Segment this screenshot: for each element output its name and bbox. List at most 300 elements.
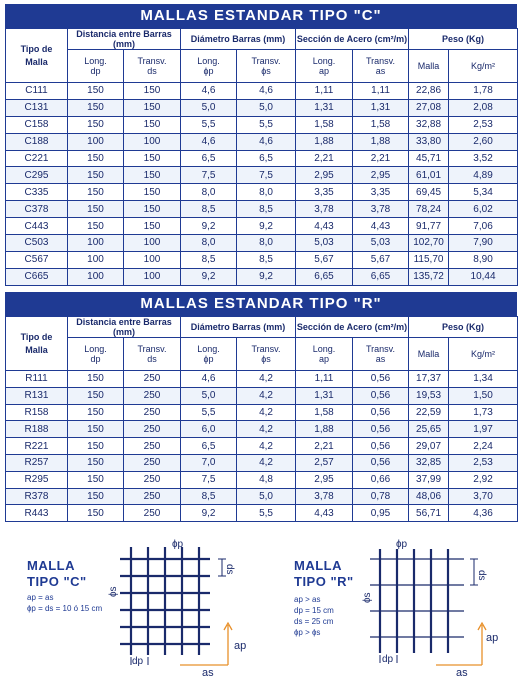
group-header-peso: Peso (Kg) xyxy=(409,29,518,50)
table-cell: 100 xyxy=(124,133,181,150)
table-cell: 150 xyxy=(68,150,124,167)
sub-header-label: Long. xyxy=(197,344,220,354)
diagram-r-note-1: ap > as xyxy=(294,595,321,604)
mesh-r-horizontal-bars xyxy=(370,559,464,637)
table-cell: 100 xyxy=(124,268,181,285)
malla-code-cell: C158 xyxy=(6,116,68,133)
table-cell: 3,78 xyxy=(296,201,353,218)
table-cell: 0,66 xyxy=(353,471,409,488)
sub-header-1 xyxy=(124,338,181,371)
table-r-grid xyxy=(5,316,518,522)
sub-header-2 xyxy=(181,50,237,83)
table-cell: 2,21 xyxy=(353,150,409,167)
table-cell: 5,0 xyxy=(181,387,237,404)
table-row xyxy=(6,421,518,438)
table-cell: 2,57 xyxy=(296,454,353,471)
diagram-c-note-2: ɸp = ds = 10 ó 15 cm xyxy=(27,604,103,613)
table-cell: 4,43 xyxy=(296,218,353,235)
table-cell: 100 xyxy=(68,235,124,252)
diagram-r-note-3: ds = 25 cm xyxy=(294,617,334,626)
table-row xyxy=(6,471,518,488)
table-cell: 6,5 xyxy=(181,438,237,455)
table-row xyxy=(6,454,518,471)
sub-header-symbol: ds xyxy=(147,66,157,76)
table-cell: 1,88 xyxy=(296,133,353,150)
table-row xyxy=(6,488,518,505)
table-r-title: MALLAS ESTANDAR TIPO "R" xyxy=(5,292,517,316)
sub-header-3 xyxy=(237,338,296,371)
malla-code-cell: C111 xyxy=(6,83,68,100)
table-cell: 0,56 xyxy=(353,387,409,404)
table-cell: 250 xyxy=(124,371,181,388)
table-cell: 2,92 xyxy=(449,471,518,488)
sub-header-6 xyxy=(409,338,449,371)
table-cell: 150 xyxy=(124,167,181,184)
table-cell: 0,56 xyxy=(353,404,409,421)
table-cell: 5,67 xyxy=(353,251,409,268)
label-ds: ds xyxy=(476,570,487,581)
sub-header-label: Long. xyxy=(312,344,336,354)
sub-header-symbol: ds xyxy=(147,354,157,364)
table-cell: 61,01 xyxy=(409,167,449,184)
table-cell: 1,34 xyxy=(449,371,518,388)
table-c-grid xyxy=(5,28,518,286)
group-header-seccion: Sección de Acero (cm²/m) xyxy=(296,317,409,338)
table-cell: 150 xyxy=(68,471,124,488)
sub-header-label: Transv. xyxy=(366,56,396,66)
malla-code-cell: R158 xyxy=(6,404,68,421)
table-cell: 32,88 xyxy=(409,116,449,133)
table-cell: 2,53 xyxy=(449,116,518,133)
sub-header-symbol: as xyxy=(375,66,386,76)
label-dp: dp xyxy=(132,656,144,667)
table-cell: 4,6 xyxy=(181,83,237,100)
table-cell: 3,78 xyxy=(353,201,409,218)
table-cell: 6,0 xyxy=(181,421,237,438)
table-cell: 8,0 xyxy=(181,235,237,252)
label-ap: ap xyxy=(486,632,499,644)
malla-code-cell: R188 xyxy=(6,421,68,438)
sub-header-symbol: ap xyxy=(319,66,330,76)
table-cell: 56,71 xyxy=(409,505,449,522)
diagram-c-note-1: ap = as xyxy=(27,593,54,602)
table-cell: 1,11 xyxy=(353,83,409,100)
table-cell: 33,80 xyxy=(409,133,449,150)
table-cell: 7,5 xyxy=(181,167,237,184)
table-cell: 7,90 xyxy=(449,235,518,252)
table-cell: 0,56 xyxy=(353,371,409,388)
table-cell: 0,56 xyxy=(353,421,409,438)
table-cell: 2,95 xyxy=(296,471,353,488)
table-cell: 32,85 xyxy=(409,454,449,471)
table-cell: 150 xyxy=(124,201,181,218)
table-cell: 1,97 xyxy=(449,421,518,438)
table-cell: 9,2 xyxy=(181,505,237,522)
table-cell: 8,0 xyxy=(237,184,296,201)
table-cell: 5,03 xyxy=(353,235,409,252)
group-header-diametro: Diámetro Barras (mm) xyxy=(181,29,296,50)
label-phi-p: ɸp xyxy=(172,539,184,550)
label-dp: dp xyxy=(382,654,394,665)
table-cell: 150 xyxy=(124,184,181,201)
malla-code-cell: C295 xyxy=(6,167,68,184)
table-cell: 8,5 xyxy=(181,251,237,268)
table-row xyxy=(6,387,518,404)
sub-header-7 xyxy=(449,338,518,371)
table-cell: 4,43 xyxy=(296,505,353,522)
tipo-header-line2: Malla xyxy=(25,56,48,67)
malla-code-cell: R221 xyxy=(6,438,68,455)
sub-header-symbol: dp xyxy=(90,66,101,76)
table-cell: 135,72 xyxy=(409,268,449,285)
table-cell: 5,67 xyxy=(296,251,353,268)
sub-header-symbol: dp xyxy=(90,354,101,364)
table-cell: 100 xyxy=(124,235,181,252)
table-cell: 7,0 xyxy=(181,454,237,471)
table-cell: 1,73 xyxy=(449,404,518,421)
table-cell: 102,70 xyxy=(409,235,449,252)
table-cell: 4,36 xyxy=(449,505,518,522)
table-cell: 150 xyxy=(124,116,181,133)
sub-header-label: Long. xyxy=(84,344,107,354)
diagram-r-note-2: dp = 15 cm xyxy=(294,606,334,615)
table-cell: 2,53 xyxy=(449,454,518,471)
table-cell: 5,5 xyxy=(237,505,296,522)
tipo-header-line1: Tipo de xyxy=(20,331,53,342)
table-cell: 4,8 xyxy=(237,471,296,488)
table-cell: 5,34 xyxy=(449,184,518,201)
sub-header-5 xyxy=(353,338,409,371)
sub-header-symbol: ɸp xyxy=(203,66,214,76)
table-cell: 0,78 xyxy=(353,488,409,505)
table-cell: 150 xyxy=(68,454,124,471)
malla-code-cell: R378 xyxy=(6,488,68,505)
sub-header-5 xyxy=(353,50,409,83)
table-cell: 8,5 xyxy=(237,251,296,268)
sub-header-6 xyxy=(409,50,449,83)
table-row xyxy=(6,251,518,268)
table-cell: 91,77 xyxy=(409,218,449,235)
table-cell: 150 xyxy=(68,218,124,235)
table-cell: 9,2 xyxy=(181,268,237,285)
malla-code-cell: R443 xyxy=(6,505,68,522)
table-cell: 1,88 xyxy=(296,421,353,438)
table-cell: 4,2 xyxy=(237,454,296,471)
table-cell: 4,2 xyxy=(237,438,296,455)
table-cell: 4,6 xyxy=(237,133,296,150)
table-cell: 19,53 xyxy=(409,387,449,404)
diagram-c-title-line1: MALLA xyxy=(27,558,75,573)
group-header-distancia: Distancia entre Barras (mm) xyxy=(68,29,181,50)
table-cell: 4,43 xyxy=(353,218,409,235)
table-cell: 250 xyxy=(124,387,181,404)
table-cell: 4,6 xyxy=(181,133,237,150)
table-cell: 5,0 xyxy=(237,488,296,505)
table-cell: 2,21 xyxy=(296,150,353,167)
sub-header-0 xyxy=(68,50,124,83)
table-cell: 9,2 xyxy=(237,218,296,235)
sub-header-label: Kg/m² xyxy=(471,61,496,71)
table-cell: 7,5 xyxy=(181,471,237,488)
table-cell: 3,70 xyxy=(449,488,518,505)
table-cell: 0,56 xyxy=(353,438,409,455)
table-cell: 4,89 xyxy=(449,167,518,184)
table-cell: 6,65 xyxy=(353,268,409,285)
malla-code-cell: C665 xyxy=(6,268,68,285)
table-row xyxy=(6,218,518,235)
table-row xyxy=(6,116,518,133)
sub-header-label: Transv. xyxy=(137,344,167,354)
sub-header-label: Long. xyxy=(197,56,220,66)
table-cell: 7,06 xyxy=(449,218,518,235)
diagram-r-note-4: ɸp > ɸs xyxy=(294,628,321,637)
table-cell: 150 xyxy=(68,438,124,455)
malla-code-cell: R257 xyxy=(6,454,68,471)
sub-header-label: Malla xyxy=(417,61,440,71)
table-cell: 10,44 xyxy=(449,268,518,285)
table-cell: 115,70 xyxy=(409,251,449,268)
table-cell: 6,02 xyxy=(449,201,518,218)
table-cell: 0,56 xyxy=(353,454,409,471)
table-row xyxy=(6,99,518,116)
malla-code-cell: R295 xyxy=(6,471,68,488)
table-cell: 5,5 xyxy=(181,116,237,133)
malla-code-cell: C188 xyxy=(6,133,68,150)
mesh-c-vertical-bars xyxy=(131,547,199,655)
table-cell: 8,90 xyxy=(449,251,518,268)
table-cell: 22,59 xyxy=(409,404,449,421)
table-cell: 4,2 xyxy=(237,421,296,438)
table-cell: 8,0 xyxy=(181,184,237,201)
sub-header-label: Malla xyxy=(417,349,440,359)
label-as: as xyxy=(202,667,214,679)
table-cell: 2,08 xyxy=(449,99,518,116)
table-row xyxy=(6,133,518,150)
table-cell: 150 xyxy=(68,167,124,184)
label-ds: ds xyxy=(224,564,235,575)
table-cell: 150 xyxy=(124,150,181,167)
table-cell: 1,31 xyxy=(353,99,409,116)
table-cell: 150 xyxy=(68,421,124,438)
malla-code-cell: C567 xyxy=(6,251,68,268)
table-cell: 8,5 xyxy=(237,201,296,218)
table-cell: 69,45 xyxy=(409,184,449,201)
label-phi-p: ɸp xyxy=(396,539,408,550)
sub-header-7 xyxy=(449,50,518,83)
table-cell: 100 xyxy=(68,268,124,285)
malla-code-cell: C131 xyxy=(6,99,68,116)
tipo-header xyxy=(6,317,68,371)
table-cell: 150 xyxy=(124,99,181,116)
table-cell: 37,99 xyxy=(409,471,449,488)
table-cell: 1,58 xyxy=(296,116,353,133)
group-header-peso: Peso (Kg) xyxy=(409,317,518,338)
table-cell: 5,5 xyxy=(181,404,237,421)
table-cell: 150 xyxy=(68,387,124,404)
table-cell: 5,5 xyxy=(237,116,296,133)
table-cell: 150 xyxy=(68,488,124,505)
diagram-r-title-line2: TIPO "R" xyxy=(294,574,354,589)
diagram-r-title-line1: MALLA xyxy=(294,558,342,573)
table-cell: 3,78 xyxy=(296,488,353,505)
group-header-seccion: Sección de Acero (cm²/m) xyxy=(296,29,409,50)
label-ap: ap xyxy=(234,640,247,652)
table-cell: 45,71 xyxy=(409,150,449,167)
table-cell: 5,0 xyxy=(237,99,296,116)
table-row xyxy=(6,438,518,455)
diagram-r-mesh xyxy=(360,537,520,677)
table-cell: 150 xyxy=(124,218,181,235)
table-cell: 250 xyxy=(124,471,181,488)
table-cell: 22,86 xyxy=(409,83,449,100)
table-cell: 6,5 xyxy=(181,150,237,167)
table-cell: 17,37 xyxy=(409,371,449,388)
table-cell: 250 xyxy=(124,505,181,522)
table-cell: 150 xyxy=(68,404,124,421)
sub-header-label: Transv. xyxy=(137,56,167,66)
table-row xyxy=(6,150,518,167)
table-cell: 2,21 xyxy=(296,438,353,455)
tipo-header-line1: Tipo de xyxy=(20,43,53,54)
table-cell: 250 xyxy=(124,488,181,505)
table-cell: 8,5 xyxy=(181,488,237,505)
malla-code-cell: R111 xyxy=(6,371,68,388)
table-cell: 150 xyxy=(68,371,124,388)
table-malla-c xyxy=(5,4,517,286)
table-cell: 8,0 xyxy=(237,235,296,252)
table-cell: 1,58 xyxy=(296,404,353,421)
table-cell: 78,24 xyxy=(409,201,449,218)
table-cell: 5,03 xyxy=(296,235,353,252)
table-row xyxy=(6,371,518,388)
table-cell: 7,5 xyxy=(237,167,296,184)
sub-header-label: Transv. xyxy=(366,344,396,354)
diagram-c-caption xyxy=(27,558,117,614)
table-cell: 1,11 xyxy=(296,83,353,100)
table-cell: 27,08 xyxy=(409,99,449,116)
label-phi-s: ɸs xyxy=(108,586,119,597)
sub-header-symbol: ɸp xyxy=(203,354,214,364)
table-cell: 100 xyxy=(68,133,124,150)
table-cell: 2,60 xyxy=(449,133,518,150)
sub-header-4 xyxy=(296,50,353,83)
sub-header-0 xyxy=(68,338,124,371)
table-row xyxy=(6,404,518,421)
malla-code-cell: C443 xyxy=(6,218,68,235)
label-as: as xyxy=(456,667,468,679)
table-cell: 48,06 xyxy=(409,488,449,505)
sub-header-label: Long. xyxy=(312,56,336,66)
table-cell: 150 xyxy=(68,99,124,116)
table-cell: 3,35 xyxy=(353,184,409,201)
axis-arrows-r xyxy=(436,623,486,665)
table-cell: 250 xyxy=(124,438,181,455)
table-cell: 3,35 xyxy=(296,184,353,201)
sub-header-symbol: ap xyxy=(319,354,330,364)
tipo-header xyxy=(6,29,68,83)
table-cell: 150 xyxy=(68,505,124,522)
table-cell: 2,95 xyxy=(353,167,409,184)
table-cell: 250 xyxy=(124,421,181,438)
group-header-distancia: Distancia entre Barras (mm) xyxy=(68,317,181,338)
table-cell: 1,78 xyxy=(449,83,518,100)
table-cell: 150 xyxy=(68,184,124,201)
malla-code-cell: C378 xyxy=(6,201,68,218)
sub-header-symbol: ɸs xyxy=(261,354,271,364)
table-cell: 4,6 xyxy=(181,371,237,388)
sub-header-4 xyxy=(296,338,353,371)
table-c-title: MALLAS ESTANDAR TIPO "C" xyxy=(5,4,517,28)
table-cell: 6,65 xyxy=(296,268,353,285)
table-cell: 9,2 xyxy=(237,268,296,285)
table-row xyxy=(6,167,518,184)
diagram-c-title-line2: TIPO "C" xyxy=(27,574,87,589)
table-cell: 150 xyxy=(124,83,181,100)
malla-code-cell: C221 xyxy=(6,150,68,167)
table-cell: 1,58 xyxy=(353,116,409,133)
sub-header-symbol: as xyxy=(375,354,386,364)
malla-code-cell: R131 xyxy=(6,387,68,404)
table-cell: 4,2 xyxy=(237,387,296,404)
malla-code-cell: C335 xyxy=(6,184,68,201)
table-malla-r xyxy=(5,292,517,522)
malla-code-cell: C503 xyxy=(6,235,68,252)
sub-header-label: Kg/m² xyxy=(471,349,496,359)
table-cell: 150 xyxy=(68,83,124,100)
sub-header-label: Transv. xyxy=(251,344,281,354)
sub-header-symbol: ɸs xyxy=(261,66,271,76)
table-cell: 1,11 xyxy=(296,371,353,388)
table-cell: 29,07 xyxy=(409,438,449,455)
table-cell: 150 xyxy=(68,201,124,218)
diagram-c-mesh xyxy=(110,537,270,677)
table-cell: 3,52 xyxy=(449,150,518,167)
table-cell: 2,24 xyxy=(449,438,518,455)
table-row xyxy=(6,268,518,285)
table-cell: 100 xyxy=(124,251,181,268)
sub-header-label: Long. xyxy=(84,56,107,66)
table-cell: 1,88 xyxy=(353,133,409,150)
table-cell: 2,95 xyxy=(296,167,353,184)
table-row xyxy=(6,184,518,201)
group-header-diametro: Diámetro Barras (mm) xyxy=(181,317,296,338)
table-row xyxy=(6,235,518,252)
table-cell: 4,2 xyxy=(237,404,296,421)
table-cell: 4,2 xyxy=(237,371,296,388)
table-cell: 250 xyxy=(124,454,181,471)
table-cell: 250 xyxy=(124,404,181,421)
sub-header-1 xyxy=(124,50,181,83)
sub-header-2 xyxy=(181,338,237,371)
table-cell: 100 xyxy=(68,251,124,268)
table-cell: 1,31 xyxy=(296,99,353,116)
table-cell: 6,5 xyxy=(237,150,296,167)
table-cell: 9,2 xyxy=(181,218,237,235)
table-row xyxy=(6,201,518,218)
sub-header-label: Transv. xyxy=(251,56,281,66)
table-cell: 5,0 xyxy=(181,99,237,116)
table-row xyxy=(6,505,518,522)
table-cell: 1,31 xyxy=(296,387,353,404)
table-cell: 25,65 xyxy=(409,421,449,438)
sub-header-3 xyxy=(237,50,296,83)
label-phi-s: ɸs xyxy=(362,592,373,603)
table-cell: 150 xyxy=(68,116,124,133)
table-cell: 8,5 xyxy=(181,201,237,218)
table-cell: 0,95 xyxy=(353,505,409,522)
table-cell: 4,6 xyxy=(237,83,296,100)
table-cell: 1,50 xyxy=(449,387,518,404)
